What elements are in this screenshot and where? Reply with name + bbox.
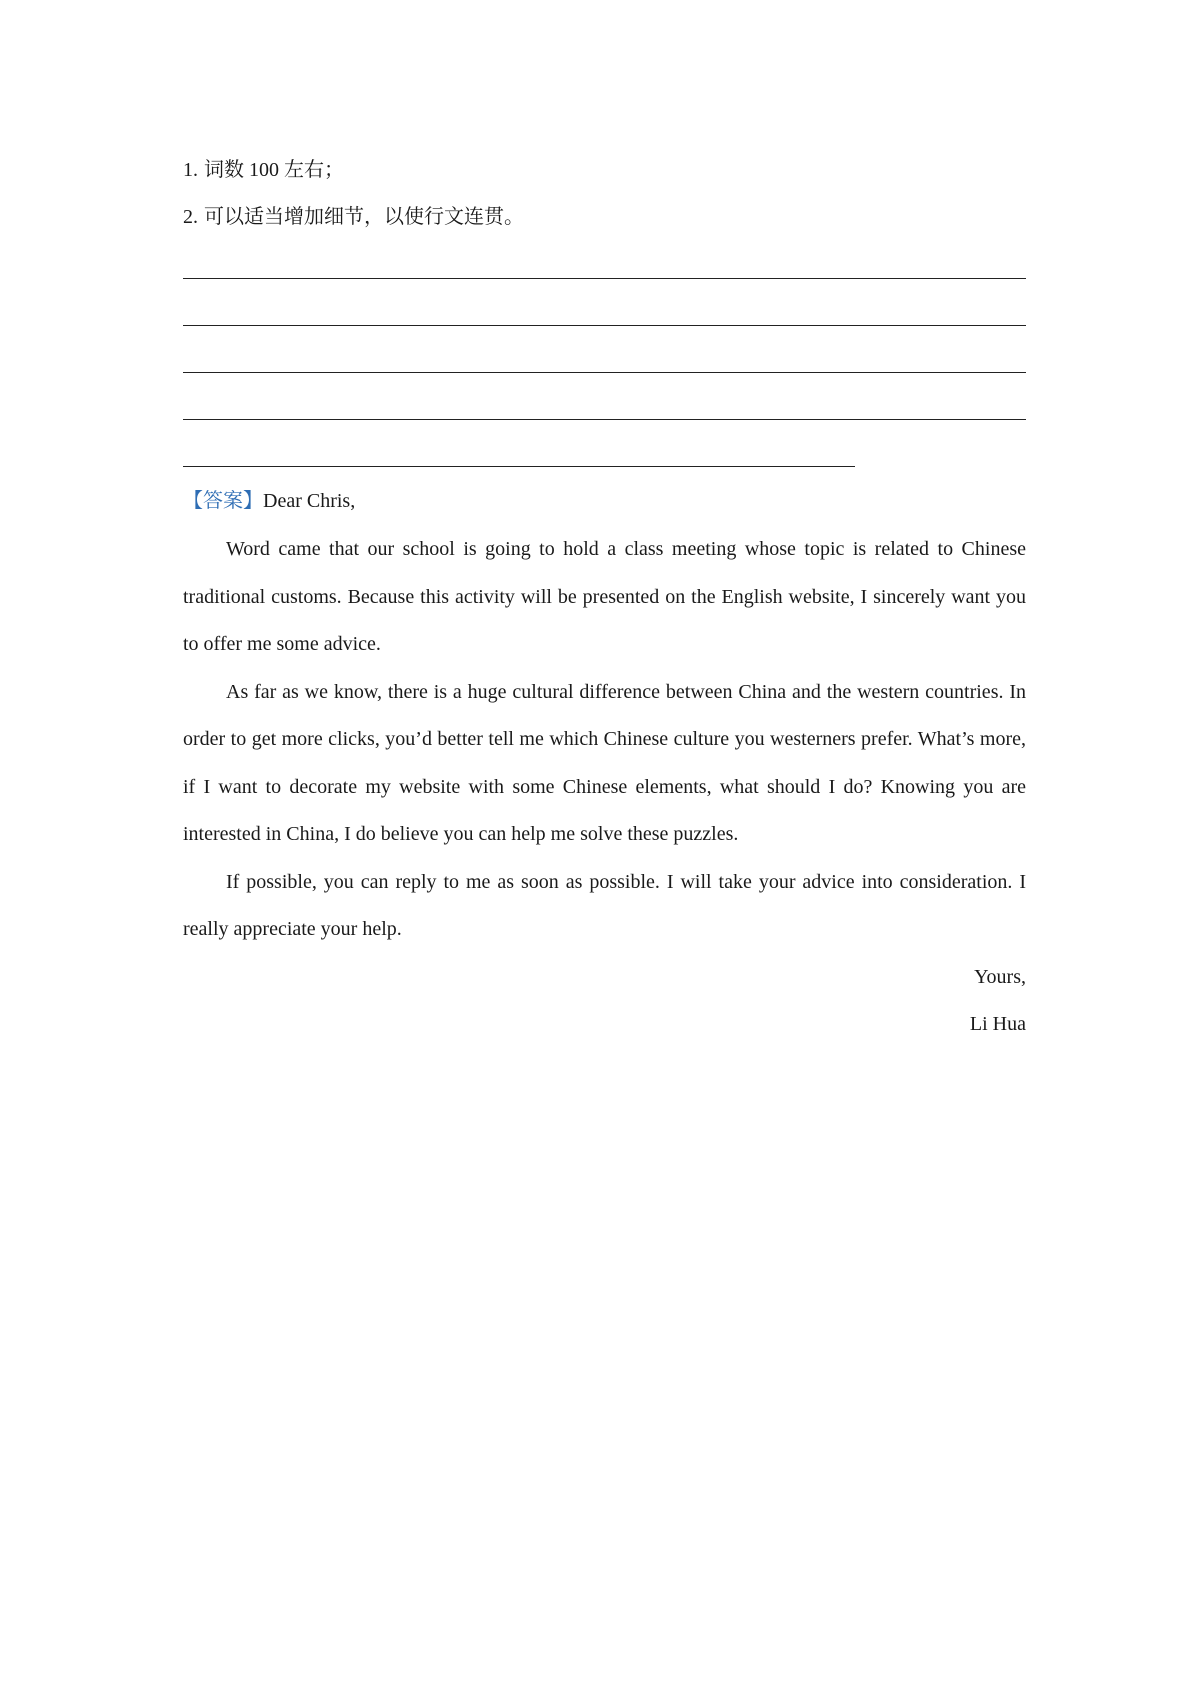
letter-paragraph: Word came that our school is going to hold a class meeting whose topic is related to Chinese traditional customs. Because this activity will be presented on the English website, I sincerely want you to offer me some advice. — [183, 538, 1026, 655]
letter-closing: Yours, — [974, 965, 1026, 988]
letter-paragraph: If possible, you can reply to me as soon as possible. I will take your advice into consideration. I really appreciate your help. — [183, 870, 1026, 940]
letter-signature: Li Hua — [969, 1013, 1026, 1035]
answer-blank-line — [183, 385, 1026, 432]
requirement-number: 2. — [183, 206, 198, 228]
requirement-item — [183, 197, 1026, 244]
requirement-text: 词数 100 左右； — [204, 159, 344, 181]
requirement-text: 可以适当增加细节，以使行文连贯。 — [204, 206, 524, 228]
answer-blank-line — [183, 291, 1026, 338]
answer-blank-line — [183, 432, 1026, 479]
document-content — [183, 150, 1026, 1049]
letter-body — [183, 526, 1026, 954]
requirement-item — [183, 150, 1026, 197]
requirement-number: 1. — [183, 159, 198, 181]
letter-greeting-line — [183, 479, 1026, 526]
answer-blank-line — [183, 244, 1026, 291]
answer-tag: 【答案】 — [183, 490, 263, 512]
letter-greeting: Dear Chris, — [263, 490, 356, 512]
letter-paragraph: As far as we know, there is a huge cultural difference between China and the western countries. In order to get more clicks, you’d better tell me which Chinese culture you westerners prefer. What’s more, if I want to decorate my website with some Chinese elements, what should I do? Knowing you are interested in China, I do believe you can help me solve these puzzles. — [183, 680, 1026, 845]
answer-blank-line — [183, 338, 1026, 385]
